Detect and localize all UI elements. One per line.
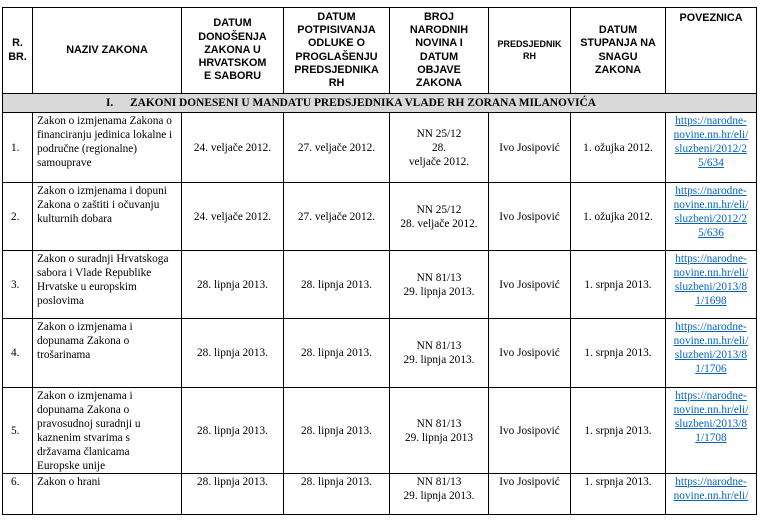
link-cell: [666, 474, 757, 515]
president-name: Ivo Josipović: [489, 474, 571, 515]
table-row: [3, 251, 757, 319]
adoption-date: 24. veljače 2012.: [182, 113, 284, 183]
adoption-date: 28. lipnja 2013.: [182, 251, 284, 319]
link-cell: [666, 251, 757, 319]
link-cell: [666, 319, 757, 388]
promulgation-date: 27. veljače 2012.: [284, 113, 390, 183]
header-effective-date: DATUM STUPANJA NA SNAGU ZAKONA: [571, 8, 666, 94]
table-row: [3, 113, 757, 183]
president-name: Ivo Josipović: [489, 251, 571, 319]
link-cell: [666, 113, 757, 183]
promulgation-date: 28. lipnja 2013.: [284, 319, 390, 388]
gazette-issue: NN 25/12 28. veljače 2012.: [390, 183, 489, 251]
gazette-link[interactable]: https://narodne- novine.nn.hr/eli/ sluzbeni/2013/8 1/1708: [673, 390, 749, 444]
promulgation-date: 28. lipnja 2013.: [284, 388, 390, 474]
header-row-number: R. BR.: [3, 8, 33, 94]
law-name: Zakon o hrani: [33, 474, 182, 515]
effective-date: 1. ožujka 2012.: [571, 183, 666, 251]
effective-date: 1. srpnja 2013.: [571, 474, 666, 515]
gazette-link[interactable]: https://narodne- novine.nn.hr/eli/ sluzbeni/2013/8 1/1698: [673, 253, 749, 307]
table-row: [3, 388, 757, 474]
row-number: 3.: [3, 251, 33, 319]
row-number: 1.: [3, 113, 33, 183]
table-row: [3, 474, 757, 515]
gazette-issue: NN 81/13 29. lipnja 2013: [390, 388, 489, 474]
header-president: PREDSJEDNIK RH: [489, 8, 571, 94]
table-row: [3, 183, 757, 251]
effective-date: 1. srpnja 2013.: [571, 251, 666, 319]
header-promulgation-date: DATUM POTPISIVANJA ODLUKE O PROGLAŠENJU PREDSJEDNIKA RH: [284, 8, 390, 94]
section-title: ZAKONI DONESENI U MANDATU PREDSJEDNIKA VLADE RH ZORANA MILANOVIĆA: [130, 97, 597, 109]
link-cell: [666, 388, 757, 474]
law-name: Zakon o izmjenama i dopunama Zakona o trošarinama: [33, 319, 182, 388]
president-name: Ivo Josipović: [489, 113, 571, 183]
president-name: Ivo Josipović: [489, 183, 571, 251]
effective-date: 1. srpnja 2013.: [571, 388, 666, 474]
section-heading: [3, 94, 757, 113]
adoption-date: 28. lipnja 2013.: [182, 474, 284, 515]
header-law-name: NAZIV ZAKONA: [33, 8, 182, 94]
section-row: [3, 94, 757, 113]
promulgation-date: 27. veljače 2012.: [284, 183, 390, 251]
table-row: [3, 319, 757, 388]
adoption-date: 28. lipnja 2013.: [182, 319, 284, 388]
laws-table: [2, 7, 757, 515]
gazette-link[interactable]: https://narodne- novine.nn.hr/eli/: [673, 476, 749, 502]
adoption-date: 28. lipnja 2013.: [182, 388, 284, 474]
table-header-row: [3, 8, 757, 94]
header-adoption-date: DATUM DONOŠENJA ZAKONA U HRVATSKOM E SABORU: [182, 8, 284, 94]
header-gazette: BROJ NARODNIH NOVINA I DATUM OBJAVE ZAKONA: [390, 8, 489, 94]
header-link: POVEZNICA: [666, 8, 757, 94]
president-name: Ivo Josipović: [489, 319, 571, 388]
gazette-issue: NN 81/13 29. lipnja 2013.: [390, 474, 489, 515]
section-number: I.: [106, 97, 114, 109]
link-cell: [666, 183, 757, 251]
effective-date: 1. srpnja 2013.: [571, 319, 666, 388]
gazette-issue: NN 25/12 28. veljače 2012.: [390, 113, 489, 183]
gazette-link[interactable]: https://narodne- novine.nn.hr/eli/ sluzbeni/2013/8 1/1706: [673, 321, 749, 375]
law-name: Zakon o izmjenama i dopuni Zakona o zaštiti i očuvanju kulturnih dobara: [33, 183, 182, 251]
promulgation-date: 28. lipnja 2013.: [284, 474, 390, 515]
adoption-date: 24. veljače 2012.: [182, 183, 284, 251]
gazette-link[interactable]: https://narodne- novine.nn.hr/eli/ sluzbeni/2012/2 5/634: [673, 115, 749, 169]
row-number: 5.: [3, 388, 33, 474]
gazette-link[interactable]: https://narodne- novine.nn.hr/eli/ sluzbeni/2012/2 5/636: [673, 185, 749, 239]
row-number: 4.: [3, 319, 33, 388]
law-name: Zakon o izmjenama Zakona o financiranju jedinica lokalne i područne (regionalne) samouprave: [33, 113, 182, 183]
effective-date: 1. ožujka 2012.: [571, 113, 666, 183]
law-name: Zakon o suradnji Hrvatskoga sabora i Vlade Republike Hrvatske u europskim poslovima: [33, 251, 182, 319]
law-name: Zakon o izmjenama i dopunama Zakona o pravosudnoj suradnji u kaznenim stvarima s državama članicama Europske unije: [33, 388, 182, 474]
promulgation-date: 28. lipnja 2013.: [284, 251, 390, 319]
row-number: 2.: [3, 183, 33, 251]
president-name: Ivo Josipović: [489, 388, 571, 474]
row-number: 6.: [3, 474, 33, 515]
gazette-issue: NN 81/13 29. lipnja 2013.: [390, 319, 489, 388]
gazette-issue: NN 81/13 29. lipnja 2013.: [390, 251, 489, 319]
